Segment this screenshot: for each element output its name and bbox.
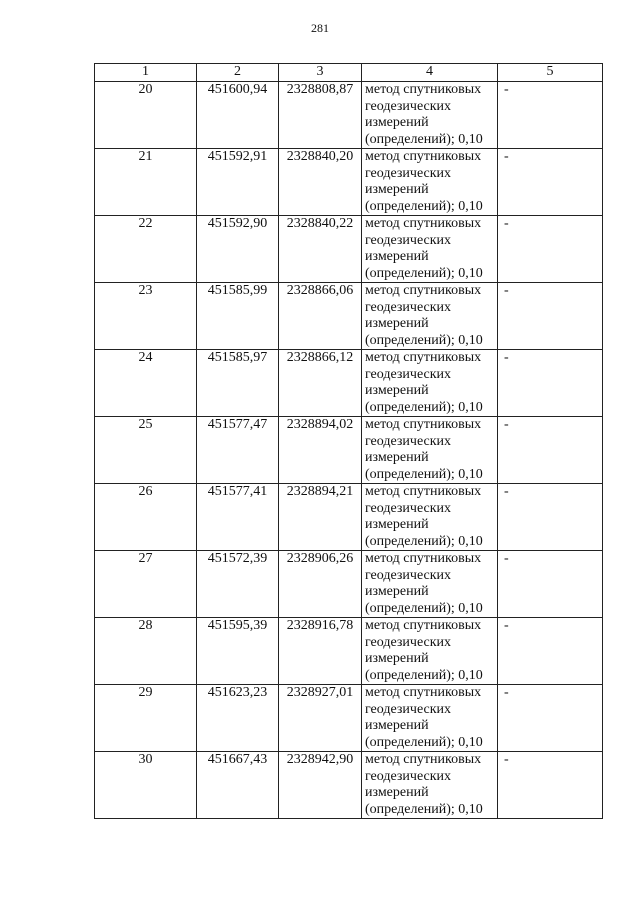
coordinate-x: 451667,43: [197, 752, 279, 819]
method-cell: [362, 484, 498, 551]
method-line: измерений: [365, 316, 429, 331]
method-line: измерений: [365, 115, 429, 130]
coordinate-x: 451585,97: [197, 350, 279, 417]
method-line: метод спутниковых: [365, 283, 482, 298]
method-line: метод спутниковых: [365, 551, 482, 566]
table-row: [95, 82, 603, 149]
table-body: [95, 82, 603, 819]
coordinate-y: 2328840,20: [279, 149, 362, 216]
note-cell: -: [498, 551, 603, 618]
method-line: измерений: [365, 249, 429, 264]
method-line: метод спутниковых: [365, 484, 482, 499]
method-line: метод спутниковых: [365, 417, 482, 432]
method-cell: [362, 350, 498, 417]
method-line: (определений); 0,10: [365, 399, 483, 415]
method-cell: [362, 216, 498, 283]
coordinate-y: 2328927,01: [279, 685, 362, 752]
coordinate-x: 451585,99: [197, 283, 279, 350]
note-cell: -: [498, 618, 603, 685]
point-number: 25: [95, 417, 197, 484]
page-number: 281: [311, 21, 329, 35]
method-line: (определений); 0,10: [365, 533, 483, 549]
method-line: измерений: [365, 718, 429, 733]
method-line: (определений); 0,10: [365, 734, 483, 750]
header-col-2: 2: [197, 64, 279, 82]
table-row: [95, 685, 603, 752]
coordinate-y: 2328808,87: [279, 82, 362, 149]
method-line: геодезических: [365, 768, 452, 784]
method-line: (определений); 0,10: [365, 332, 483, 348]
table-row: [95, 484, 603, 551]
table-row: [95, 216, 603, 283]
method-line: (определений); 0,10: [365, 801, 483, 817]
coordinate-y: 2328906,26: [279, 551, 362, 618]
method-line: метод спутниковых: [365, 82, 482, 97]
point-number: 21: [95, 149, 197, 216]
method-cell: [362, 752, 498, 819]
method-cell: [362, 283, 498, 350]
table-row: [95, 417, 603, 484]
note-cell: -: [498, 484, 603, 551]
note-cell: -: [498, 283, 603, 350]
coordinate-y: 2328866,06: [279, 283, 362, 350]
point-number: 22: [95, 216, 197, 283]
method-line: измерений: [365, 785, 429, 800]
point-number: 27: [95, 551, 197, 618]
header-col-1: 1: [95, 64, 197, 82]
method-line: геодезических: [365, 299, 452, 315]
header-row: [95, 64, 603, 82]
method-cell: [362, 82, 498, 149]
coordinate-x: 451592,90: [197, 216, 279, 283]
note-cell: -: [498, 752, 603, 819]
method-cell: [362, 618, 498, 685]
method-line: (определений); 0,10: [365, 667, 483, 683]
method-cell: [362, 551, 498, 618]
coordinate-x: 451623,23: [197, 685, 279, 752]
method-line: геодезических: [365, 366, 452, 382]
coordinate-y: 2328866,12: [279, 350, 362, 417]
method-line: измерений: [365, 450, 429, 465]
header-col-4: 4: [362, 64, 498, 82]
point-number: 29: [95, 685, 197, 752]
coordinate-y: 2328840,22: [279, 216, 362, 283]
method-line: метод спутниковых: [365, 350, 482, 365]
coordinate-x: 451592,91: [197, 149, 279, 216]
point-number: 26: [95, 484, 197, 551]
method-line: геодезических: [365, 500, 452, 516]
method-line: измерений: [365, 182, 429, 197]
coordinate-y: 2328942,90: [279, 752, 362, 819]
point-number: 23: [95, 283, 197, 350]
method-line: метод спутниковых: [365, 685, 482, 700]
method-line: метод спутниковых: [365, 149, 482, 164]
coordinate-y: 2328894,21: [279, 484, 362, 551]
method-line: измерений: [365, 584, 429, 599]
note-cell: -: [498, 149, 603, 216]
point-number: 20: [95, 82, 197, 149]
method-line: измерений: [365, 517, 429, 532]
table-row: [95, 752, 603, 819]
note-cell: -: [498, 216, 603, 283]
note-cell: -: [498, 685, 603, 752]
coordinate-y: 2328916,78: [279, 618, 362, 685]
method-line: метод спутниковых: [365, 752, 482, 767]
table-row: [95, 149, 603, 216]
method-cell: [362, 685, 498, 752]
coordinate-x: 451577,41: [197, 484, 279, 551]
header-col-5: 5: [498, 64, 603, 82]
note-cell: -: [498, 82, 603, 149]
coordinates-table: [94, 63, 603, 819]
method-line: (определений); 0,10: [365, 198, 483, 214]
table-row: [95, 350, 603, 417]
method-line: метод спутниковых: [365, 618, 482, 633]
table-row: [95, 618, 603, 685]
point-number: 24: [95, 350, 197, 417]
method-cell: [362, 149, 498, 216]
coordinate-y: 2328894,02: [279, 417, 362, 484]
method-cell: [362, 417, 498, 484]
method-line: геодезических: [365, 165, 452, 181]
note-cell: -: [498, 417, 603, 484]
point-number: 28: [95, 618, 197, 685]
method-line: геодезических: [365, 98, 452, 114]
header-col-3: 3: [279, 64, 362, 82]
method-line: (определений); 0,10: [365, 265, 483, 281]
coordinate-x: 451572,39: [197, 551, 279, 618]
method-line: геодезических: [365, 634, 452, 650]
method-line: (определений); 0,10: [365, 600, 483, 616]
point-number: 30: [95, 752, 197, 819]
method-line: геодезических: [365, 232, 452, 248]
method-line: (определений); 0,10: [365, 131, 483, 147]
note-cell: -: [498, 350, 603, 417]
table-row: [95, 551, 603, 618]
coordinate-x: 451600,94: [197, 82, 279, 149]
method-line: геодезических: [365, 701, 452, 717]
method-line: измерений: [365, 651, 429, 666]
method-line: измерений: [365, 383, 429, 398]
method-line: (определений); 0,10: [365, 466, 483, 482]
method-line: геодезических: [365, 433, 452, 449]
coordinate-x: 451595,39: [197, 618, 279, 685]
method-line: метод спутниковых: [365, 216, 482, 231]
table-row: [95, 283, 603, 350]
method-line: геодезических: [365, 567, 452, 583]
coordinate-x: 451577,47: [197, 417, 279, 484]
table-header: [95, 64, 603, 82]
